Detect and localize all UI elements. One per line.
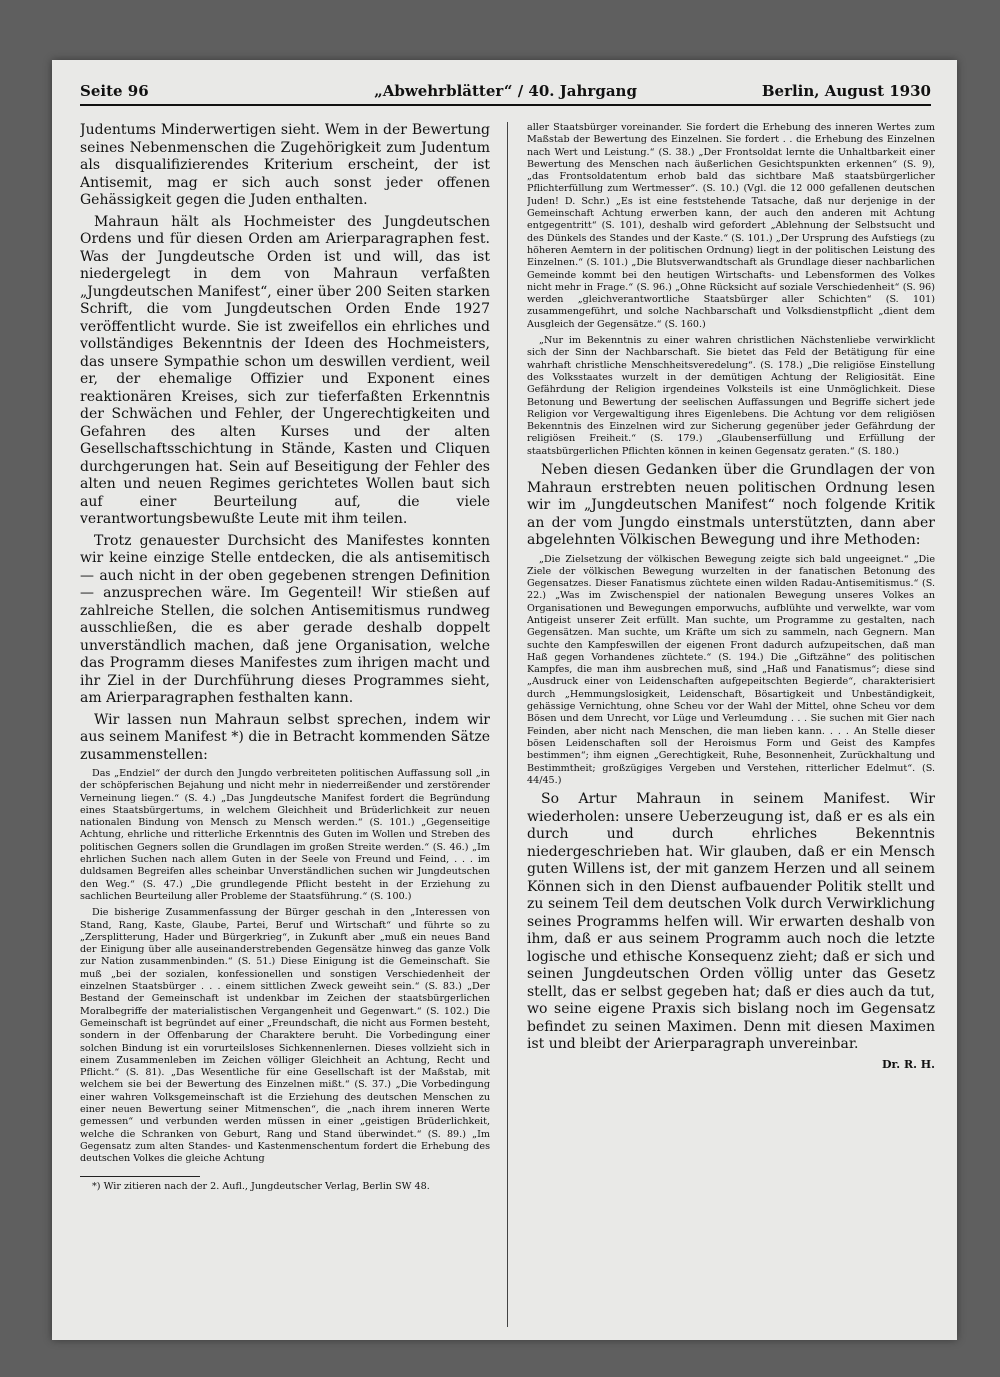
author-signature: Dr. R. H. [881,1057,935,1071]
footnote: *) Wir zitieren nach der 2. Aufl., Jungdeutscher Verlag, Berlin SW 48. [92,1180,430,1192]
column-divider [507,122,508,1327]
paragraph: So Artur Mahraun in seinem Manifest. Wir wiederholen: unsere Ueberzeugung ist, daß er es als ein durch und durch ehrliches Bekenntnis niedergeschrieben hat. Wir glauben, daß er ein Mensch guten Willens ist, der mit ganzem Herzen und all seinem Können sich in den Dienst aufbauender Politik stellt und zu seinem Teil dem deutschen Volk durch Verwirklichung seines Programms helfen will. Wir erwarten deshalb von ihm, daß er aus seinem Programm auch noch die letzte logische und ethische Konsequenz zieht; daß er sich und seinen Jungdeutschen Orden völlig unter das Gesetz stellt, das er selbst gegeben hat; daß er dies auch da tut, wo seine eigene Praxis sich bislang noch im Gegensatz befindet zu seinen Maximen. Denn mit diesen Maximen ist und bleibt der Arierparagraph unvereinbar. [527,791,935,1053]
page-number: Seite 96 [80,82,149,100]
paragraph: Wir lassen nun Mahraun selbst sprechen, indem wir aus seinem Manifest *) die in Betracht kommenden Sätze zusammenstellen: [80,711,490,763]
left-column [80,122,490,1327]
publication-title: „Abwehrblätter“ / 40. Jahrgang [374,82,637,100]
quotation-block: „Nur im Bekenntnis zu einer wahren christlichen Nächstenliebe verwirklicht sich der Sinn der Nachbarschaft. Sie bietet das Feld der Betätigung für eine wahrhaft christliche Menschheitsveredelung“. (S. 178.) „Die religiöse Einstellung des Volksstaates wurzelt in der demütigen Achtung der Religiosität. Eine Gefährdung der Religion irgendeines Volksteils ist eine Unmöglichkeit. Diese Betonung und Bewertung der seelischen Auffassungen und Begriffe sichert jede Religion vor Vergewaltigung ihres Eigenlebens. Die Achtung vor dem religiösen Bekenntnis des Einzelnen wird zur Sicherung gegenüber jeder Gefährdung der religiösen Freiheit.“ (S. 179.) „Glaubenserfüllung und Erfüllung der staatsbürgerlichen Pflichten können in keinen Gegensatz geraten.“ (S. 180.) [527,335,935,457]
paragraph: Trotz genauester Durchsicht des Manifestes konnten wir keine einzige Stelle entdecken, die als antisemitisch — auch nicht in der oben gegebenen strengen Definition — anzusprechen wäre. Im Gegenteil! Wir stießen auf zahlreiche Stellen, die solchen Antisemitismus rundweg ausschließen, die es aber gerade deshalb doppelt unverständlich machen, daß jene Organisation, welche das Programm dieses Manifestes zum ihrigen macht und ihr Ziel in der Durchführung dieses Programmes sieht, am Arierparagraphen festhalten kann. [80,532,490,706]
footnote-divider [80,1176,200,1177]
newspaper-page [52,60,957,1340]
paragraph: Neben diesen Gedanken über die Grundlagen der von Mahraun erstrebten neuen politischen Ordnung lesen wir im „Jungdeutschen Manifest“ noch folgende Kritik an der vom Jungdo einstmals unterstützten, dann aber abgelehnten Völkischen Bewegung und ihre Methoden: [527,462,935,549]
quotation-block: Die bisherige Zusammenfassung der Bürger geschah in den „Interessen von Stand, Rang, Kaste, Glaube, Partei, Beruf und Wirtschaft“ und führte so zu „Zersplitterung, Hader und Bürgerkrieg“, in Zukunft aber „muß ein neues Band der Einigung über alle auseinanderstrebenden Gegensätze hinweg das ganze Volk zur Nation zusammenbinden.“ (S. 51.) Diese Einigung ist die Gemeinschaft. Sie muß „bei der sozialen, konfessionellen und sonstigen Verschiedenheit der einzelnen Staatsbürger . . . einem sittlichen Zweck geweiht sein.“ (S. 83.) „Der Bestand der Gemeinschaft ist undenkbar im Zeichen der staatsbürgerlichen Moralbegriffe der materialistischen Vergangenheit und Gegenwart.“ (S. 102.) Die Gemeinschaft ist begründet auf einer „Freundschaft, die nicht aus Formen besteht, sondern in der Offenbarung der Charaktere beruht. Die Vorbedingung einer solchen Bindung ist ein vorurteilsloses Sichkennenlernen. Dieses vollzieht sich in einem Zusammenleben im Zeichen völliger Gleichheit an Achtung, Recht und Pflicht.“ (S. 81). „Das Wesentliche für eine Gesellschaft ist der Maßstab, mit welchem sie bei der Bewertung des Einzelnen mißt.“ (S. 37.) „Die Vorbedingung einer wahren Volksgemeinschaft ist die Erziehung des deutschen Menschen zu einer neuen Bewertung seiner Mitmenschen“, die „nach ihrem inneren Werte gemessen“ und verbunden werden müssen in einer „geistigen Brüderlichkeit, welche die Schranken von Geburt, Rang und Stand überwindet.“ (S. 89.) „Im Gegensatz zum alten Standes- und Kastenmenschentum fordert die Erhebung des deutschen Volkes die gleiche Achtung [80,907,490,1165]
quotation-block: Das „Endziel“ der durch den Jungdo verbreiteten politischen Auffassung soll „in der schöpferischen Bejahung und nicht mehr in niederreißender und zerstörender Verneinung liegen.“ (S. 4.) „Das Jungdeutsche Manifest fordert die Begründung eines Staatsbürgertums, in welchem Gleichheit und Brüderlichkeit zur neuen nationalen Bindung von Mensch zu Mensch werden.“ (S. 101.) „Gegenseitige Achtung, ehrliche und ritterliche Erkenntnis des Guten im Wollen und Streben des politischen Gegners sollen die Grundlagen im großen Streite werden.“ (S. 46.) „Im ehrlichen Suchen nach allem Guten in der Seele von Freund und Feind, . . . im duldsamen Begreifen alles scheinbar Unverständlichen suchen wir Jungdeutschen den Weg.“ (S. 47.) „Die grundlegende Pflicht besteht in der Erziehung zu sachlichen Beurteilung aller Probleme der Staatsführung.“ (S. 100.) [80,768,490,902]
quotation-block: aller Staatsbürger voreinander. Sie fordert die Erhebung des inneren Wertes zum Maßstab der Bewertung des Einzelnen. Sie fordert . . die Erhebung des Einzelnen nach Wert und Leistung.“ (S. 38.) „Der Frontsoldat lernte die Unhaltbarkeit einer Bewertung des Menschen nach äußerlichen Gesichtspunkten erkennen“ (S. 9), „das Frontsoldatentum erhob bald das sichtbare Maß staatsbürgerlicher Pflichterfüllung zum Wertmesser“. (S. 10.) (Vgl. die 12 000 gefallenen deutschen Juden! D. Schr.) „Es ist eine feststehende Tatsache, daß nur derjenige in der Gemeinschaft Achtung erwerben kann, der auch den anderen mit Achtung entgegentritt“ (S. 101), deshalb wird gefordert „Ablehnung der Selbstsucht und des Dünkels des Standes und der Kaste.“ (S. 101.) „Der Ursprung des Aufstiegs (zu höheren Aemtern in der politischen Ordnung) liegt in der politischen Leistung des Einzelnen.“ (S. 101.) „Die Blutsverwandtschaft als Grundlage dieser nachbarlichen Gemeinde kommt bei den heutigen Wirtschafts- und Lebensformen des Volkes nicht mehr in Frage.“ (S. 96.) „Ohne Rücksicht auf soziale Verschiedenheit“ (S. 96) werden „gleichverantwortliche Staatsbürger aller Schichten“ (S. 101) zusammengeführt, und solche Nachbarschaft und Volksdienstpflicht „dient dem Ausgleich der Gegensätze.“ (S. 160.) [527,122,935,330]
right-column [527,122,935,1327]
page-header [80,78,931,106]
dateline: Berlin, August 1930 [761,82,931,100]
paragraph: Judentums Minderwertigen sieht. Wem in der Bewertung seines Nebenmenschen die Zugehörigkeit zum Judentum als disqualifizierendes Kriterium erscheint, der ist Antisemit, mag er sich auch sonst jeder offenen Gehässigkeit gegen die Juden enthalten. [80,122,490,208]
paragraph: Mahraun hält als Hochmeister des Jungdeutschen Ordens und für diesen Orden am Arierparagraphen fest. Was der Jungdeutsche Orden ist und will, das ist niedergelegt in dem von Mahraun verfaßten „Jungdeutschen Manifest“, einer über 200 Seiten starken Schrift, die vom Jungdeutschen Orden Ende 1927 veröffentlicht wurde. Sie ist zweifellos ein ehrliches und vollständiges Bekenntnis der Ideen des Hochmeisters, das unsere Sympathie schon um deswillen verdient, weil er, der ehemalige Offizier und Exponent eines reaktionären Kreises, sich zur tieferfaßten Erkenntnis der Schwächen und Fehler, der Ungerechtigkeiten und Gefahren des alten Kurses und der alten Gesellschaftsschichtung in Stände, Kasten und Cliquen durchgerungen hat. Sein auf Beseitigung der Fehler des alten und neuen Regimes gerichtetes Wollen baut sich auf einer Beurteilung auf, die viele verantwortungsbewußte Leute mit ihm teilen. [80,213,490,527]
quotation-block: „Die Zielsetzung der völkischen Bewegung zeigte sich bald ungeeignet.“ „Die Ziele der völkischen Bewegung wurzelten in der fanatischen Betonung des Gegensatzes. Dieser Fanatismus züchtete einen wilden Radau-Antisemitismus.“ (S. 22.) „Was im Zwischenspiel der nationalen Bewegung unseres Volkes an Organisationen und Bewegungen emporwuchs, aufblühte und verwelkte, war vom Antigeist unserer Zeit erfüllt. Man suchte, um Programme zu gestalten, nach Gegensätzen. Man suchte, um Kräfte um sich zu sammeln, nach Gegnern. Man suchte den Kampfeswillen der eigenen Front dadurch aufzupeitschen, daß man Haß gegen Vorhandenes züchtete.“ (S. 194.) Die „Giftzähne“ des politischen Kampfes, die man ihm ausbrechen muß, sind „Haß und Fanatismus“; diese sind „Ausdruck einer von Leidenschaften aufgepeitschten Begierde“, charakterisiert durch „Hemmungslosigkeit, Leidenschaft, Bösartigkeit und Unbeständigkeit, gehässige Vernichtung, ohne Scheu vor der Wahl der Mittel, ohne Scheu vor dem Bösen und dem Unrecht, vor Lüge und Verleumdung . . . Sie suchen mit Gier nach Feinden, aber nicht nach Menschen, die man lieben kann. . . . An Stelle dieser bösen Leidenschaften soll der Heroismus Form und Geist des Kampfes bestimmen“; ihm eignen „Gerechtigkeit, Ruhe, Besonnenheit, Zurückhaltung und Bestimmtheit; großzügiges Vergeben und Verstehen, ritterlicher Edelmut“. (S. 44/45.) [527,553,935,786]
